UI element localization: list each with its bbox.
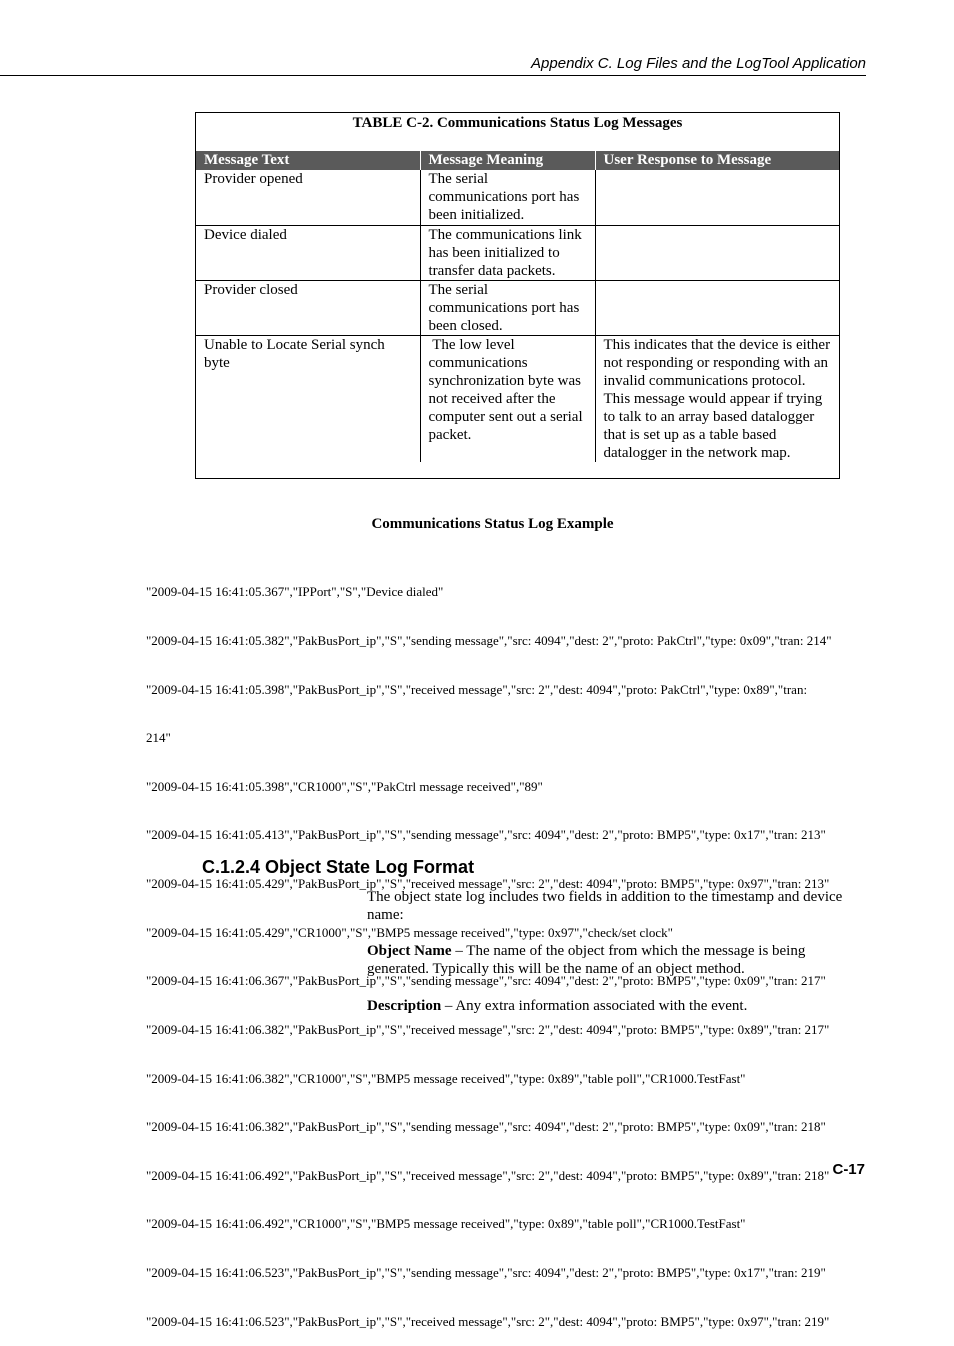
section-intro: The object state log includes two fields in addition to the timestamp and device name: <box>367 889 843 923</box>
column-header: User Response to Message <box>595 151 839 170</box>
table-cell: The communications link has been initialized to transfer data packets. <box>420 225 595 280</box>
log-line: "2009-04-15 16:41:06.382","PakBusPort_ip","S","sending message","src: 4094","dest: 2","proto: BMP5","type: 0x09","tran: 218" <box>146 1119 826 1135</box>
column-header: Message Text <box>196 151 420 170</box>
status-messages-table <box>195 112 840 479</box>
log-line: "2009-04-15 16:41:05.367","IPPort","S","Device dialed" <box>146 584 444 600</box>
table-cell: Unable to Locate Serial synch byte <box>196 335 420 462</box>
table-row <box>196 335 839 462</box>
table-cell: The serial communications port has been initialized. <box>420 170 595 225</box>
log-line: "2009-04-15 16:41:06.492","CR1000","S","BMP5 message received","type: 0x89","table poll","CR1000.TestFast" <box>146 1216 746 1232</box>
field-description: – The name of the object from which the message is being generated. Typically this will be the name of an object method. <box>367 943 806 977</box>
log-line: 214" <box>146 730 171 746</box>
log-line: "2009-04-15 16:41:05.382","PakBusPort_ip","S","sending message","src: 4094","dest: 2","proto: PakCtrl","type: 0x09","tran: 214" <box>146 633 832 649</box>
table-cell: This indicates that the device is either not responding or responding with an invalid communications protocol. This message would appear if trying to talk to an array based datalogger that is set up as a table based datalogger in the network map. <box>595 335 839 462</box>
table-cell: The serial communications port has been closed. <box>420 280 595 335</box>
log-line: "2009-04-15 16:41:06.492","PakBusPort_ip","S","received message","src: 2","dest: 4094","proto: BMP5","type: 0x89","tran: 218" <box>146 1167 830 1183</box>
table-cell: Device dialed <box>196 225 420 280</box>
table-cell <box>595 170 839 225</box>
table-cell: The low level communications synchronization byte was not received after the computer sent out a serial packet. <box>420 335 595 462</box>
status-table <box>196 151 839 462</box>
table-row <box>196 280 839 335</box>
table-cell: Provider closed <box>196 280 420 335</box>
log-line: "2009-04-15 16:41:05.413","PakBusPort_ip","S","sending message","src: 4094","dest: 2","proto: BMP5","type: 0x17","tran: 213" <box>146 827 826 843</box>
log-line: "2009-04-15 16:41:06.523","PakBusPort_ip","S","received message","src: 2","dest: 4094","proto: BMP5","type: 0x97","tran: 219" <box>146 1313 830 1329</box>
page-number: C-17 <box>832 1161 865 1178</box>
log-line: "2009-04-15 16:41:05.429","PakBusPort_ip","S","received message","src: 2","dest: 4094","proto: BMP5","type: 0x97","tran: 213" <box>146 876 830 892</box>
log-line: "2009-04-15 16:41:06.382","CR1000","S","BMP5 message received","type: 0x89","table poll","CR1000.TestFast" <box>146 1070 746 1086</box>
table-caption: TABLE C-2. Communications Status Log Messages <box>352 115 683 131</box>
log-line: "2009-04-15 16:41:06.367","PakBusPort_ip","S","sending message","src: 4094","dest: 2","proto: BMP5","type: 0x09","tran: 217" <box>146 973 826 989</box>
running-header: Appendix C. Log Files and the LogTool Application <box>531 55 866 72</box>
column-header: Message Meaning <box>420 151 595 170</box>
description-paragraph <box>367 997 867 1015</box>
table-row <box>196 170 839 225</box>
log-line: "2009-04-15 16:41:06.382","PakBusPort_ip","S","received message","src: 2","dest: 4094","proto: BMP5","type: 0x89","tran: 217" <box>146 1021 830 1037</box>
table-cell <box>595 225 839 280</box>
log-line: "2009-04-15 16:41:05.398","PakBusPort_ip","S","received message","src: 2","dest: 4094","proto: PakCtrl","type: 0x89","tran: <box>146 681 808 697</box>
table-cell <box>595 280 839 335</box>
header-rule <box>0 75 866 76</box>
log-line: "2009-04-15 16:41:05.429","CR1000","S","BMP5 message received","type: 0x97","check/set clock" <box>146 924 673 940</box>
field-name: Object Name <box>367 943 452 959</box>
object-name-paragraph <box>367 942 867 978</box>
log-line: "2009-04-15 16:41:05.398","CR1000","S","PakCtrl message received","89" <box>146 778 543 794</box>
table-row <box>196 225 839 280</box>
section-heading: C.1.2.4 Object State Log Format <box>202 857 475 877</box>
example-title: Communications Status Log Example <box>371 516 614 532</box>
log-line: "2009-04-15 16:41:06.523","PakBusPort_ip","S","sending message","src: 4094","dest: 2","proto: BMP5","type: 0x17","tran: 219" <box>146 1264 826 1280</box>
table-header-row <box>196 151 839 170</box>
table-cell: Provider opened <box>204 171 303 187</box>
field-name: Description <box>367 998 442 1014</box>
field-description: – Any extra information associated with the event. <box>441 998 748 1014</box>
